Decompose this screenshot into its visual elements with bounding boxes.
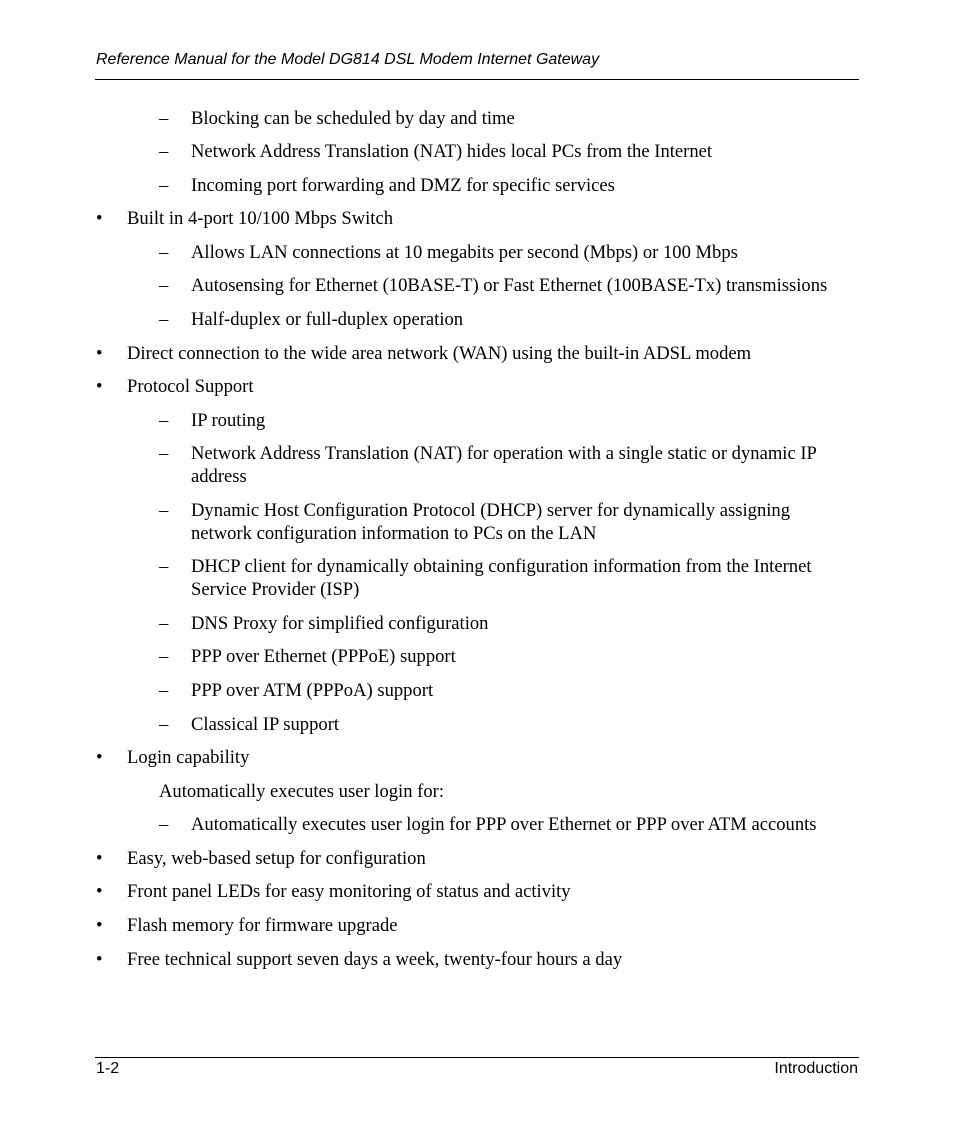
list-item: Easy, web-based setup for configuration (127, 848, 426, 869)
dash-marker: – (159, 680, 169, 701)
list-item: Automatically executes user login for PPP over Ethernet or PPP over ATM accounts (191, 814, 817, 835)
list-item: Protocol Support (127, 376, 254, 397)
bullet-marker: • (96, 915, 103, 936)
dash-marker: – (159, 714, 169, 735)
list-item: Login capability (127, 747, 250, 768)
paragraph: Automatically executes user login for: (159, 781, 445, 802)
dash-marker: – (159, 309, 169, 330)
dash-marker: – (159, 500, 169, 521)
dash-marker: – (159, 175, 169, 196)
list-item-continuation: address (191, 466, 247, 487)
list-item: Classical IP support (191, 714, 340, 735)
list-item: Blocking can be scheduled by day and time (191, 108, 515, 129)
list-item: DHCP client for dynamically obtaining configuration information from the Internet (191, 556, 812, 577)
dash-marker: – (159, 613, 169, 634)
bullet-marker: • (96, 376, 103, 397)
dash-marker: – (159, 814, 169, 835)
list-item: IP routing (191, 410, 266, 431)
list-item: PPP over ATM (PPPoA) support (191, 680, 434, 701)
dash-marker: – (159, 410, 169, 431)
list-item: Dynamic Host Configuration Protocol (DHCP) server for dynamically assigning (191, 500, 791, 521)
section-name: Introduction (774, 1060, 858, 1077)
bullet-marker: • (96, 208, 103, 229)
dash-marker: – (159, 242, 169, 263)
list-item: Direct connection to the wide area network (WAN) using the built-in ADSL modem (127, 343, 752, 364)
list-item: PPP over Ethernet (PPPoE) support (191, 646, 456, 667)
list-item: Network Address Translation (NAT) for operation with a single static or dynamic IP (191, 443, 817, 464)
dash-marker: – (159, 141, 169, 162)
bullet-marker: • (96, 343, 103, 364)
list-item-continuation: Service Provider (ISP) (191, 579, 360, 600)
list-item: Incoming port forwarding and DMZ for specific services (191, 175, 615, 196)
dash-marker: – (159, 275, 169, 296)
bullet-marker: • (96, 881, 103, 902)
list-item: Network Address Translation (NAT) hides local PCs from the Internet (191, 141, 713, 162)
dash-marker: – (159, 556, 169, 577)
list-item: Allows LAN connections at 10 megabits per second (Mbps) or 100 Mbps (191, 242, 738, 263)
dash-marker: – (159, 646, 169, 667)
list-item: Flash memory for firmware upgrade (127, 915, 398, 936)
list-item: Front panel LEDs for easy monitoring of status and activity (127, 881, 571, 902)
dash-marker: – (159, 108, 169, 129)
running-header-title: Reference Manual for the Model DG814 DSL Modem Internet Gateway (96, 51, 600, 68)
list-item: Built in 4-port 10/100 Mbps Switch (127, 208, 394, 229)
list-item: DNS Proxy for simplified configuration (191, 613, 489, 634)
bullet-marker: • (96, 949, 103, 970)
dash-marker: – (159, 443, 169, 464)
list-item: Free technical support seven days a week, twenty-four hours a day (127, 949, 623, 970)
bullet-marker: • (96, 747, 103, 768)
list-item: Autosensing for Ethernet (10BASE-T) or Fast Ethernet (100BASE-Tx) transmissions (191, 275, 828, 296)
footer-rule (95, 1057, 859, 1058)
list-item-continuation: network configuration information to PCs on the LAN (191, 523, 597, 544)
list-item: Half-duplex or full-duplex operation (191, 309, 464, 330)
page-number: 1-2 (96, 1060, 120, 1077)
bullet-marker: • (96, 848, 103, 869)
header-rule (95, 79, 859, 80)
